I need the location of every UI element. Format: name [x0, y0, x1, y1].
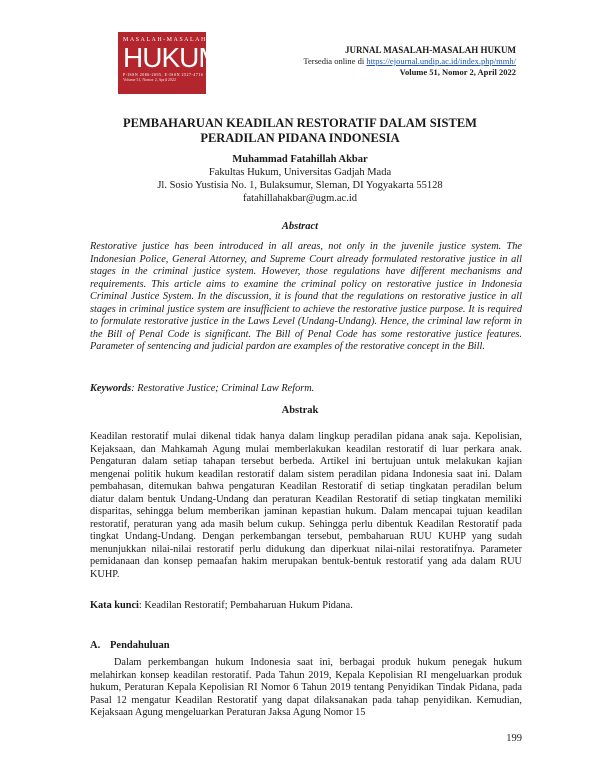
logo-line1: MASALAH-MASALAH [123, 37, 207, 43]
abstract-heading: Abstract [281, 221, 319, 232]
title-line-2: PERADILAN PIDANA INDONESIA [200, 131, 400, 145]
author-email: fatahillahakbar@ugm.ac.id [242, 193, 358, 204]
author-address: Jl. Sosio Yustisia No. 1, Bulaksumur, Sleman, DI Yogyakarta 55128 [157, 180, 443, 191]
article-title [86, 116, 514, 146]
kata-kunci-value: : Keadilan Restoratif; Pembaharuan Hukum Pidana. [138, 600, 353, 611]
section-number: A. [90, 640, 101, 651]
title-line-1: PEMBAHARUAN KEADILAN RESTORATIF DALAM SISTEM [123, 116, 477, 130]
abstract-text: Restorative justice has been introduced in all areas, not only in the juvenile justice system. The Indonesian Police, General Attorney, and Supreme Court already formulated restorative justice in all stages in the criminal justice system. However, those regulations have different mechanisms and requirements. This article aims to examine the criminal policy on restorative justice in Indonesia Criminal Justice System. In the discussion, it is found that the regulations on restorative justice in all stages in criminal justice system are insufficient to achieve the restorative justice purpose. It is required to formulate restorative justice in the Laws Level (Undang-Undang). Hence, the criminal law reform in the Bill of Penal Code is significant. The Bill of Penal Code has some restorative justice features. Parameter of sentencing and judicial pardon are examples of the restorative concept in the Bill. [90, 241, 522, 352]
journal-volume: Volume 51, Nomor 2, April 2022 [399, 67, 516, 77]
logo-line4: Volume 51, Nomor 2, April 2022 [123, 77, 176, 82]
keywords-label: Keywords [90, 383, 132, 394]
section-title: Pendahuluan [110, 640, 170, 651]
logo-line2: HUKUM [123, 42, 221, 73]
author-block [86, 153, 514, 205]
abstrak-heading: Abstrak [281, 405, 319, 416]
author-name: Muhammad Fatahillah Akbar [232, 154, 368, 165]
keywords-en [90, 383, 522, 396]
journal-logo [118, 32, 221, 94]
journal-header [216, 44, 516, 78]
abstrak-text: Keadilan restoratif mulai dikenal tidak hanya dalam lingkup peradilan pidana anak saja. Kepolisian, Kejaksaan, dan Mahkamah Agung mulai memberlakukan keadilan restoratif di luar perkara anak. Pengaturan dalam setiap tahapan tersebut berbeda. Artikel ini bertujuan untuk melakukan kajian mengenai politik hukum keadilan restoratif dalam sistem peradilan pidana Indonesia saat ini. Dalam pembahasan, ditemukan bahwa pengaturan Keadilan Restoratif di setiap tingkatan peradilan belum diatur dalam bentuk Undang-Undang dan peraturan Keadilan Restoratif di setiap tingkatan memiliki disparitas, sehingga belum memberikan jaminan kepastian hukum. Dalam mencapai tujuan keadilan restoratif, peraturan yang ada masih belum cukup. Sehingga perlu dibentuk Keadilan Restoratif pada tingkat Undang-Undang. Dengan perkembangan tersebut, pembaharuan RUU KUHP yang sudah menunjukkan nilai-nilai restoratif perlu didukung dan diperkuat nilai-nilai restoratifnya. Parameter pemidanaan dan konsep pemaafan hakim merupakan bentuk-bentuk restoratif yang ada dalam RUU KUHP. [90, 431, 522, 580]
section-heading [90, 640, 170, 651]
section-body: Dalam perkembangan hukum Indonesia saat ini, berbagai produk hukum penegak hukum melahirkan konsep keadilan restoratif. Pada Tahun 2019, Kepala Kepolisian RI mengeluarkan produk hukum, Peraturan Kepala Kepolisian RI Nomor 6 Tahun 2019 tentang Penyidikan Tindak Pidana, pada Pasal 12 mengatur Keadilan Restoratif yang dapat dilaksanakan pada tahap penyidikan. Kemudian, Kejaksaan Agung mengeluarkan Peraturan Jaksa Agung Nomor 15 [90, 657, 522, 718]
journal-availability [216, 56, 516, 67]
logo-line3: P-ISSN 2086-2695, E-ISSN 2527-4716 [123, 72, 204, 77]
keywords-value: : Restorative Justice; Criminal Law Reform. [131, 383, 315, 394]
keywords-id [90, 600, 522, 613]
kata-kunci-label: Kata kunci [90, 600, 139, 611]
availability-prefix: Tersedia online di [303, 56, 367, 66]
author-affiliation: Fakultas Hukum, Universitas Gadjah Mada [208, 167, 392, 178]
journal-title: JURNAL MASALAH-MASALAH HUKUM [345, 45, 516, 55]
journal-url-link[interactable]: https://ejournal.undip.ac.id/index.php/mmh/ [366, 56, 516, 66]
page-number: 199 [506, 733, 522, 744]
